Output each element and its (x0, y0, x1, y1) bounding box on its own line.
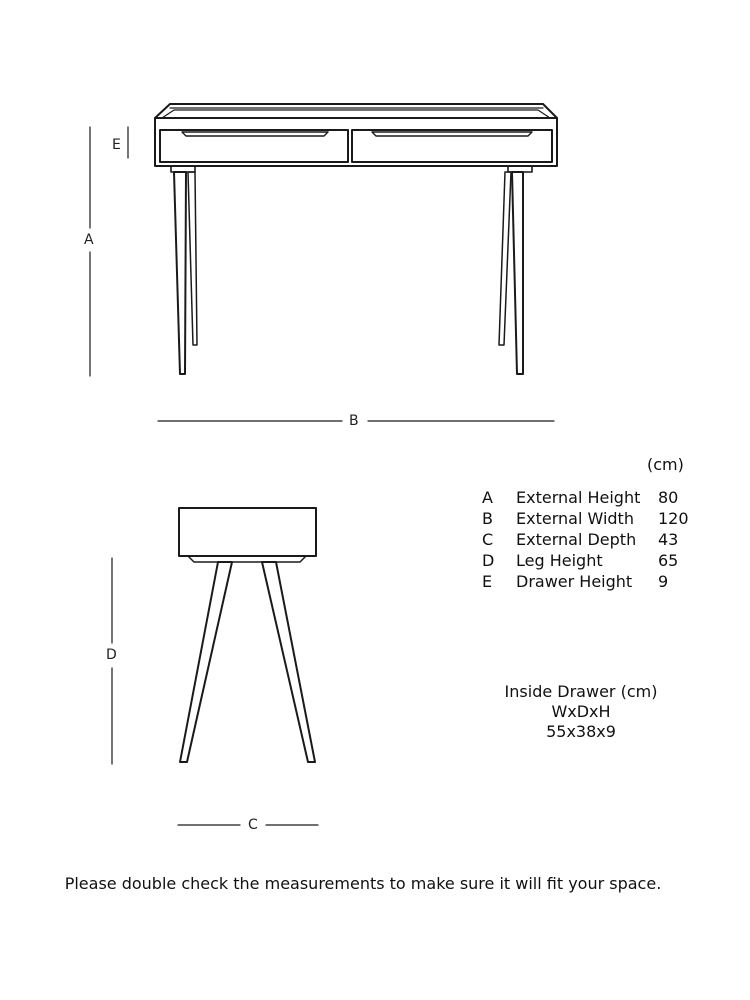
side-view (179, 508, 316, 762)
inside-drawer-value: 55x38x9 (546, 722, 616, 741)
inside-drawer-block (490, 682, 672, 742)
front-drawer-right (352, 130, 552, 162)
spec-row (482, 550, 689, 571)
spec-row (482, 529, 689, 550)
spec-key: D (482, 551, 495, 570)
dim-label-b: B (349, 413, 359, 429)
dim-label-d: D (106, 647, 117, 663)
spec-name: Leg Height (516, 551, 603, 570)
dimension-lines (90, 127, 554, 825)
spec-row (482, 487, 689, 508)
units-label: (cm) (647, 455, 684, 474)
spec-value: 43 (658, 530, 679, 549)
rear-leg-right (499, 172, 511, 345)
spec-key: E (482, 572, 493, 591)
side-desk-body (179, 508, 316, 556)
side-leg-front (180, 562, 232, 762)
rear-leg-left (188, 172, 197, 345)
inside-drawer-format: WxDxH (551, 702, 611, 721)
front-desk-body (155, 118, 557, 166)
spec-value: 65 (658, 551, 679, 570)
spec-table (482, 487, 689, 592)
spec-name: Drawer Height (516, 572, 633, 591)
spec-key: B (482, 509, 493, 528)
spec-value: 120 (658, 509, 689, 528)
spec-name: External Height (516, 488, 641, 507)
front-leg-right (512, 172, 523, 374)
side-leg-back (262, 562, 315, 762)
front-drawer-left (160, 130, 348, 162)
inside-drawer-title: Inside Drawer (cm) (504, 682, 658, 701)
spec-row (482, 508, 689, 529)
dim-label-c: C (248, 817, 258, 833)
dim-label-e: E (112, 137, 121, 153)
spec-key: C (482, 530, 494, 549)
spec-name: External Width (516, 509, 634, 528)
measurement-note: Please double check the measurements to make sure it will fit your space. (64, 874, 662, 893)
spec-row (482, 571, 689, 592)
spec-key: A (482, 488, 493, 507)
spec-value: 80 (658, 488, 679, 507)
dim-label-a: A (84, 232, 94, 248)
front-view (155, 104, 557, 374)
spec-value: 9 (658, 572, 669, 591)
front-desk-top (155, 104, 557, 118)
front-leg-left (174, 172, 186, 374)
spec-name: External Depth (516, 530, 637, 549)
